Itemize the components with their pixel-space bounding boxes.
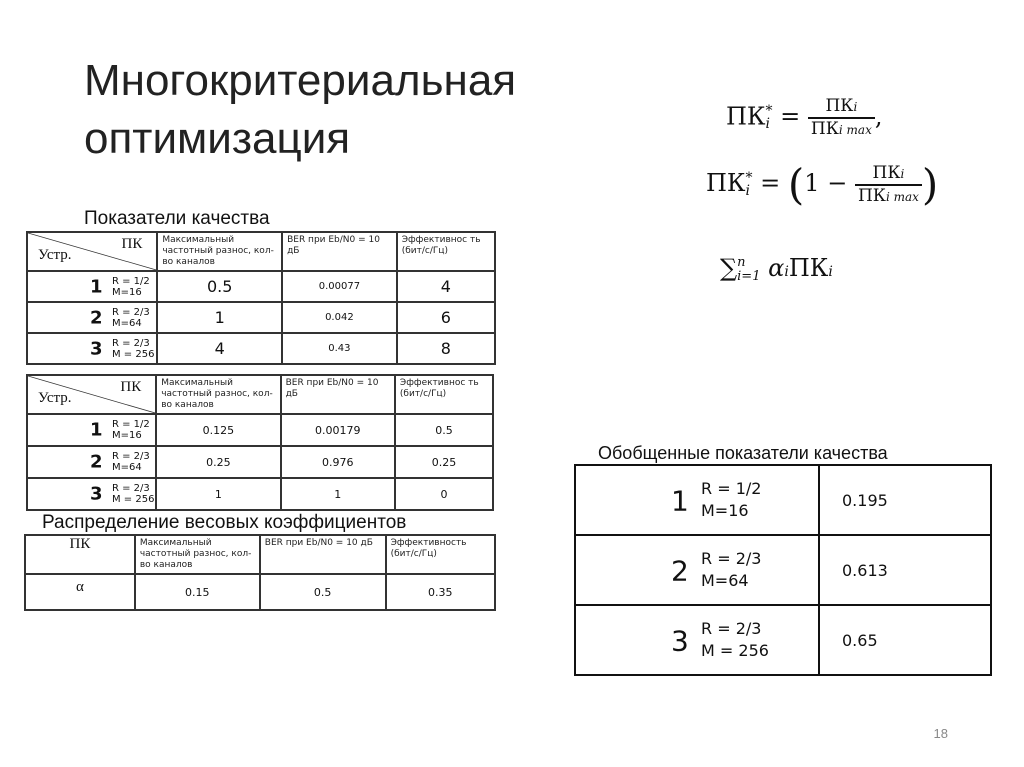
cell-value: 4: [157, 333, 282, 364]
table-row: [27, 446, 493, 478]
cell-value: 0.125: [156, 414, 280, 446]
cell-value: 0.15: [135, 574, 260, 610]
table-header-row: [25, 535, 495, 574]
header-eff: Эффективнос ть (бит/с/Гц): [397, 232, 495, 271]
cell-value: 0.5: [395, 414, 493, 446]
generalized-value: 0.613: [819, 535, 991, 605]
cell-value: 0.00077: [282, 271, 397, 302]
header-ber: BER при Eb/N0 = 10 дБ: [282, 232, 397, 271]
table-row: [27, 478, 493, 510]
cell-value: 0.25: [156, 446, 280, 478]
generalized-value: 0.65: [819, 605, 991, 675]
header-freq: Максимальный частотный разнос, кол-во каналов: [135, 535, 260, 574]
table-header-row: [27, 375, 493, 414]
formula-normalize-max: ПК * i = $\frac{\text{ПКi}}{\text{ПКi max}}$ ,: [726, 96, 883, 139]
slide-title: [84, 52, 516, 168]
cell-value: 1: [157, 302, 282, 333]
header-eff: Эффективность (бит/с/Гц): [386, 535, 495, 574]
device-label: 1 R = 1/2 M=16: [27, 271, 157, 302]
formula-weighted-sum: ∑ n i=1 αiПКi: [720, 254, 833, 284]
device-label: 3 R = 2/3 M = 256: [27, 333, 157, 364]
header-freq: Максимальный частотный разнос, кол-во каналов: [156, 375, 280, 414]
cell-value: 0.976: [281, 446, 395, 478]
formula-normalize-min: ПК * i = (1 − $\frac{\text{ПКi}}{\text{ПКi max}}$ ): [706, 160, 939, 209]
header-eff: Эффективнос ть (бит/с/Гц): [395, 375, 493, 414]
cell-value: 0.042: [282, 302, 397, 333]
table-row: [575, 605, 991, 675]
device-label: 1 R = 1/2 M=16: [27, 414, 156, 446]
header-freq: Максимальный частотный разнос, кол-во каналов: [157, 232, 282, 271]
normalized-table: [26, 374, 494, 511]
cell-value: 0.35: [386, 574, 495, 610]
table-row: [575, 465, 991, 535]
header-ber: BER при Eb/N0 = 10 дБ: [260, 535, 386, 574]
generalized-caption: Обобщенные показатели качества: [598, 443, 888, 463]
header-pk: ПК: [25, 535, 135, 574]
table-row: [27, 271, 495, 302]
device-label: 3 R = 2/3 M = 256: [27, 478, 156, 510]
table-row: [27, 414, 493, 446]
page-number: 18: [933, 726, 948, 741]
header-ust-pk: Устр. ПК: [27, 375, 156, 414]
cell-value: 0.25: [395, 446, 493, 478]
cell-value: 0.5: [260, 574, 386, 610]
weights-table: [24, 534, 496, 611]
cell-value: 1: [281, 478, 395, 510]
header-ber: BER при Eb/N0 = 10 дБ: [281, 375, 395, 414]
slide-title-line1: Многокритериальная: [84, 56, 517, 105]
table-row: [27, 302, 495, 333]
table-row: [27, 333, 495, 364]
table-header-row: [27, 232, 495, 271]
cell-value: 0: [395, 478, 493, 510]
device-label: 2 R = 2/3 M=64: [575, 535, 819, 605]
table-row: [25, 574, 495, 610]
alpha-label: α: [25, 574, 135, 610]
cell-value: 0.5: [157, 271, 282, 302]
cell-value: 4: [397, 271, 495, 302]
header-ust-pk: Устр. ПК: [27, 232, 157, 271]
cell-value: 0.43: [282, 333, 397, 364]
quality-table: [26, 231, 496, 365]
device-label: 2 R = 2/3 M=64: [27, 302, 157, 333]
cell-value: 0.00179: [281, 414, 395, 446]
slide-title-line2: оптимизация: [84, 114, 351, 163]
quality-caption: Показатели качества: [84, 208, 270, 229]
cell-value: 6: [397, 302, 495, 333]
device-label: 2 R = 2/3 M=64: [27, 446, 156, 478]
generalized-table: [574, 464, 992, 676]
device-label: 1 R = 1/2 M=16: [575, 465, 819, 535]
table-row: [575, 535, 991, 605]
cell-value: 1: [156, 478, 280, 510]
weights-caption: Распределение весовых коэффициентов: [42, 512, 407, 533]
generalized-value: 0.195: [819, 465, 991, 535]
device-label: 3 R = 2/3 M = 256: [575, 605, 819, 675]
cell-value: 8: [397, 333, 495, 364]
